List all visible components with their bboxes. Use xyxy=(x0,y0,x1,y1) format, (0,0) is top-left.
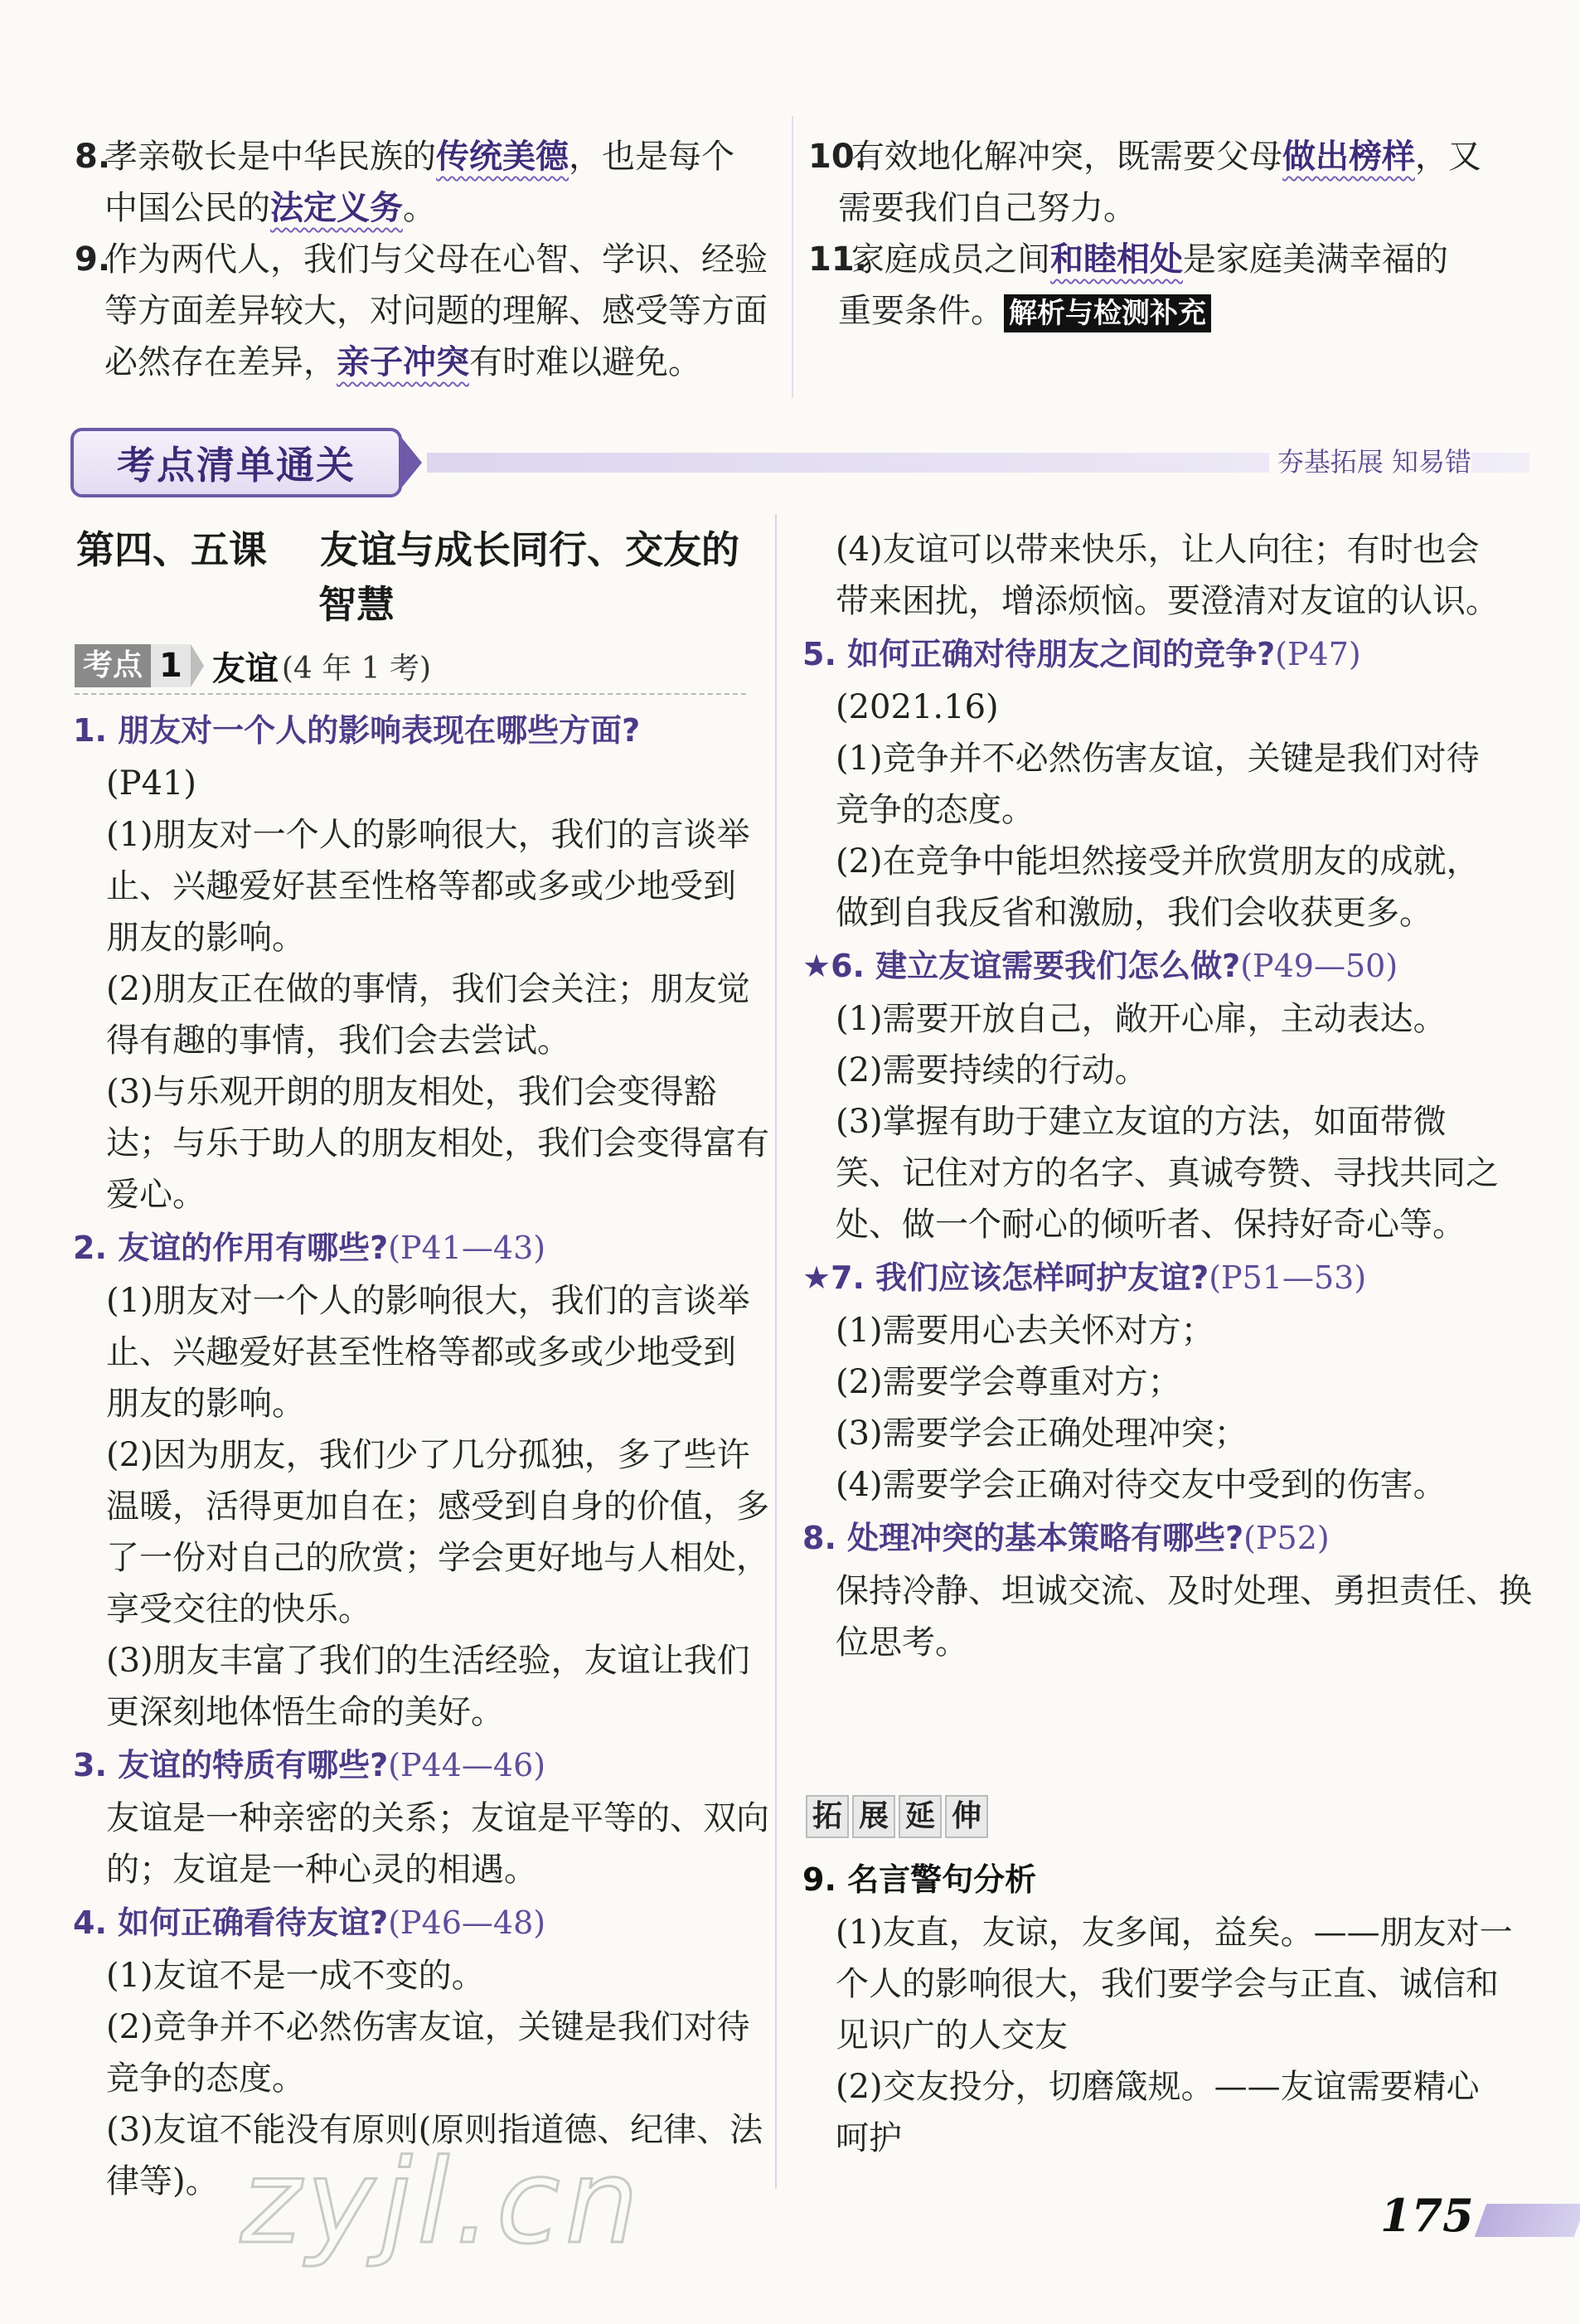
item-text: 家庭成员之间 xyxy=(851,240,1050,279)
kaodian-frequency: (4 年 1 考) xyxy=(281,651,432,686)
section-banner xyxy=(70,421,1471,504)
top-left-list xyxy=(75,131,768,388)
item-number: 8. xyxy=(75,138,111,176)
page-number-bar xyxy=(1475,2204,1580,2237)
lesson-title-line1: 第四、五课 友谊与成长同行、交友的 xyxy=(76,527,740,572)
extension-char-2: 展 xyxy=(852,1795,895,1838)
answer-line: (1)朋友对一个人的影响很大，我们的言谈举 xyxy=(106,816,750,854)
answer-line: (2)竞争并不必然伤害友谊，关键是我们对待 xyxy=(106,2008,750,2046)
page-reference: (P49—50) xyxy=(1240,948,1398,984)
answer-line: (3)掌握有助于建立友谊的方法，如面带微 xyxy=(836,1103,1447,1141)
answer-line: 朋友的影响。 xyxy=(106,1385,305,1423)
answer-line: (1)友直，友谅，友多闻，益矣。——朋友对一 xyxy=(836,1914,1513,1952)
item-text: 作为两代人，我们与父母在心智、学识、经验 xyxy=(104,240,768,279)
question-text: 2. 友谊的作用有哪些? xyxy=(73,1230,389,1266)
answer-line: (4)友谊可以带来快乐，让人向往；有时也会 xyxy=(836,531,1480,569)
answer-line: 温暖，活得更加自在；感受到自身的价值，多 xyxy=(106,1487,769,1526)
answer-line: 做到自我反省和激励，我们会收获更多。 xyxy=(836,894,1432,932)
answer-line: 呵护 xyxy=(836,2119,902,2157)
question-heading xyxy=(802,1250,1499,1305)
kaodian-label: 考点 xyxy=(75,644,151,687)
item-text: 必然存在差异， xyxy=(104,343,337,381)
answer-line: 个人的影响很大，我们要学会与正直、诚信和 xyxy=(836,1965,1499,2003)
answer-line: 得有趣的事情，我们会去尝试。 xyxy=(106,1021,570,1060)
answer-line: 享受交往的快乐。 xyxy=(106,1590,371,1628)
answer-line: (3)友谊不能没有原则(原则指道德、纪律、法 xyxy=(106,2111,763,2149)
answer-line: 更深刻地体悟生命的美好。 xyxy=(106,1693,504,1731)
item-text: 中国公民的 xyxy=(104,189,270,227)
list-item xyxy=(75,182,763,234)
item-number: 11. xyxy=(808,240,867,279)
question-heading xyxy=(802,1511,1499,1565)
item-text: 。 xyxy=(403,189,436,227)
question-text: 8. 处理冲突的基本策略有哪些? xyxy=(802,1520,1244,1556)
question-heading xyxy=(802,627,1499,682)
item-text: 有时难以避免。 xyxy=(469,343,701,381)
keyword: 传统美德 xyxy=(436,138,569,176)
answer-line: (2)需要学会尊重对方； xyxy=(836,1363,1181,1401)
list-item xyxy=(808,285,1496,337)
question-heading xyxy=(73,1895,769,1950)
answer-line: 处、做一个耐心的倾听者、保持好奇心等。 xyxy=(836,1206,1466,1244)
answer-line: (1)需要开放自己，敞开心扉，主动表达。 xyxy=(836,1000,1447,1038)
answer-line: (2021.16) xyxy=(836,688,999,726)
lesson-heading xyxy=(76,522,739,632)
keyword: 法定义务 xyxy=(270,189,403,227)
answer-line: 止、兴趣爱好甚至性格等都或多或少地受到 xyxy=(106,867,736,905)
item-text: ，又 xyxy=(1415,138,1481,176)
item-text: 孝亲敬长是中华民族的 xyxy=(104,138,436,176)
item-text: 等方面差异较大，对问题的理解、感受等方面 xyxy=(104,292,768,330)
question-text: 5. 如何正确对待朋友之间的竞争? xyxy=(802,636,1276,672)
page-reference: (P52) xyxy=(1243,1520,1330,1556)
page-reference: (P41—43) xyxy=(388,1230,546,1266)
page-reference: (P46—48) xyxy=(388,1904,546,1941)
answer-line: 见识广的人交友 xyxy=(836,2016,1068,2055)
divider xyxy=(792,116,793,398)
supplement-tag: 解析与检测补充 xyxy=(1004,294,1211,332)
keyword: 做出榜样 xyxy=(1282,138,1415,176)
extension-column xyxy=(802,1852,1513,2164)
item-text: 是家庭美满幸福的 xyxy=(1183,240,1448,279)
answer-line: 保持冷静、坦诚交流、及时处理、勇担责任、换 xyxy=(836,1572,1532,1610)
item-text: 有效地化解冲突，既需要父母 xyxy=(851,138,1282,176)
list-item xyxy=(75,131,763,182)
answer-line: 律等)。 xyxy=(106,2162,219,2200)
dashed-divider xyxy=(75,693,746,695)
answer-line: 笑、记住对方的名字、真诚夸赞、寻找共同之 xyxy=(836,1154,1499,1192)
item-text: ，也是每个 xyxy=(569,138,734,176)
question-heading xyxy=(73,703,769,758)
answer-line: (3)需要学会正确处理冲突； xyxy=(836,1414,1248,1453)
page-number: 175 xyxy=(1380,2189,1474,2242)
item-text: 重要条件。 xyxy=(838,292,1004,330)
item-number: 9. xyxy=(75,240,111,279)
keyword: 亲子冲突 xyxy=(337,343,469,381)
left-column xyxy=(73,703,769,2207)
chevron-right-icon xyxy=(191,644,204,687)
question-heading xyxy=(73,1738,769,1793)
extension-char-1: 拓 xyxy=(806,1795,849,1838)
right-column xyxy=(802,524,1532,1668)
lesson-title-line2: 智慧 xyxy=(318,582,395,627)
list-item xyxy=(808,131,1496,182)
answer-line: 竞争的态度。 xyxy=(836,791,1035,829)
question-text: 1. 朋友对一个人的影响表现在哪些方面? xyxy=(73,712,641,749)
answer-line: 的；友谊是一种心灵的相遇。 xyxy=(106,1851,537,1889)
kaodian-number: 1 xyxy=(151,644,191,687)
answer-line: 竞争的态度。 xyxy=(106,2060,305,2098)
extension-char-4: 伸 xyxy=(945,1795,988,1838)
list-item xyxy=(808,234,1496,285)
banner-arrow-icon xyxy=(400,436,422,489)
answer-line: (2)朋友正在做的事情，我们会关注；朋友觉 xyxy=(106,970,750,1008)
answer-line: (4)需要学会正确对待交友中受到的伤害。 xyxy=(836,1466,1447,1504)
answer-line: 友谊是一种亲密的关系；友谊是平等的、双向 xyxy=(106,1799,769,1837)
answer-line: (2)因为朋友，我们少了几分孤独，多了些许 xyxy=(106,1436,750,1474)
answer-line: (3)与乐观开朗的朋友相处，我们会变得豁 xyxy=(106,1073,717,1111)
answer-line: 朋友的影响。 xyxy=(106,919,305,957)
list-item xyxy=(808,182,1496,234)
page-reference: (P47) xyxy=(1275,636,1361,672)
answer-line: (2)在竞争中能坦然接受并欣赏朋友的成就， xyxy=(836,842,1480,881)
answer-line: (2)需要持续的行动。 xyxy=(836,1051,1148,1089)
answer-line: 达；与乐于助人的朋友相处，我们会变得富有 xyxy=(106,1124,769,1162)
keyword: 和睦相处 xyxy=(1050,240,1183,279)
answer-line: 爱心。 xyxy=(106,1176,206,1214)
watermark: zyjl.cn xyxy=(240,2135,644,2270)
extension-char-3: 延 xyxy=(899,1795,942,1838)
answer-line: (1)友谊不是一成不变的。 xyxy=(106,1957,485,1995)
answer-line: 位思考。 xyxy=(836,1623,968,1662)
question-heading xyxy=(802,939,1499,993)
answer-line: (1)朋友对一个人的影响很大，我们的言谈举 xyxy=(106,1282,750,1320)
item-text: 需要我们自己努力。 xyxy=(838,189,1137,227)
answer-line: (3)朋友丰富了我们的生活经验，友谊让我们 xyxy=(106,1642,750,1680)
list-item xyxy=(75,234,768,285)
answer-line: (1)需要用心去关怀对方； xyxy=(836,1312,1214,1350)
question-text: ★7. 我们应该怎样呵护友谊? xyxy=(802,1259,1209,1296)
answer-line: 带来困扰，增添烦恼。要澄清对友谊的认识。 xyxy=(836,582,1499,620)
column-divider xyxy=(775,514,777,2189)
answer-line: (P41) xyxy=(106,764,197,803)
kaodian-header xyxy=(75,643,431,689)
top-right-list xyxy=(808,131,1496,337)
question-text: 9. 名言警句分析 xyxy=(802,1861,1037,1898)
banner-title-box xyxy=(70,428,402,497)
answer-line: (2)交友投分，切磨箴规。——友谊需要精心 xyxy=(836,2068,1480,2106)
page-reference: (P51—53) xyxy=(1209,1259,1367,1296)
list-item xyxy=(75,285,768,337)
list-item xyxy=(75,337,763,388)
answer-line: 止、兴趣爱好甚至性格等都或多或少地受到 xyxy=(106,1333,736,1371)
banner-title: 考点清单通关 xyxy=(117,443,356,488)
page-reference: (P44—46) xyxy=(388,1747,546,1783)
question-text: 4. 如何正确看待友谊? xyxy=(73,1904,389,1941)
banner-subtitle: 夯基拓展 知易错 xyxy=(1269,441,1471,479)
kaodian-title: 友谊 xyxy=(211,649,279,688)
answer-line: 了一份对自己的欣赏；学会更好地与人相处， xyxy=(106,1539,769,1577)
question-text: ★6. 建立友谊需要我们怎么做? xyxy=(802,948,1241,984)
question-heading xyxy=(802,1852,1499,1907)
answer-line: (1)竞争并不必然伤害友谊，关键是我们对待 xyxy=(836,740,1480,778)
question-text: 3. 友谊的特质有哪些? xyxy=(73,1747,389,1783)
item-number: 10. xyxy=(808,138,867,176)
extension-header xyxy=(806,1795,991,1838)
question-heading xyxy=(73,1220,769,1275)
